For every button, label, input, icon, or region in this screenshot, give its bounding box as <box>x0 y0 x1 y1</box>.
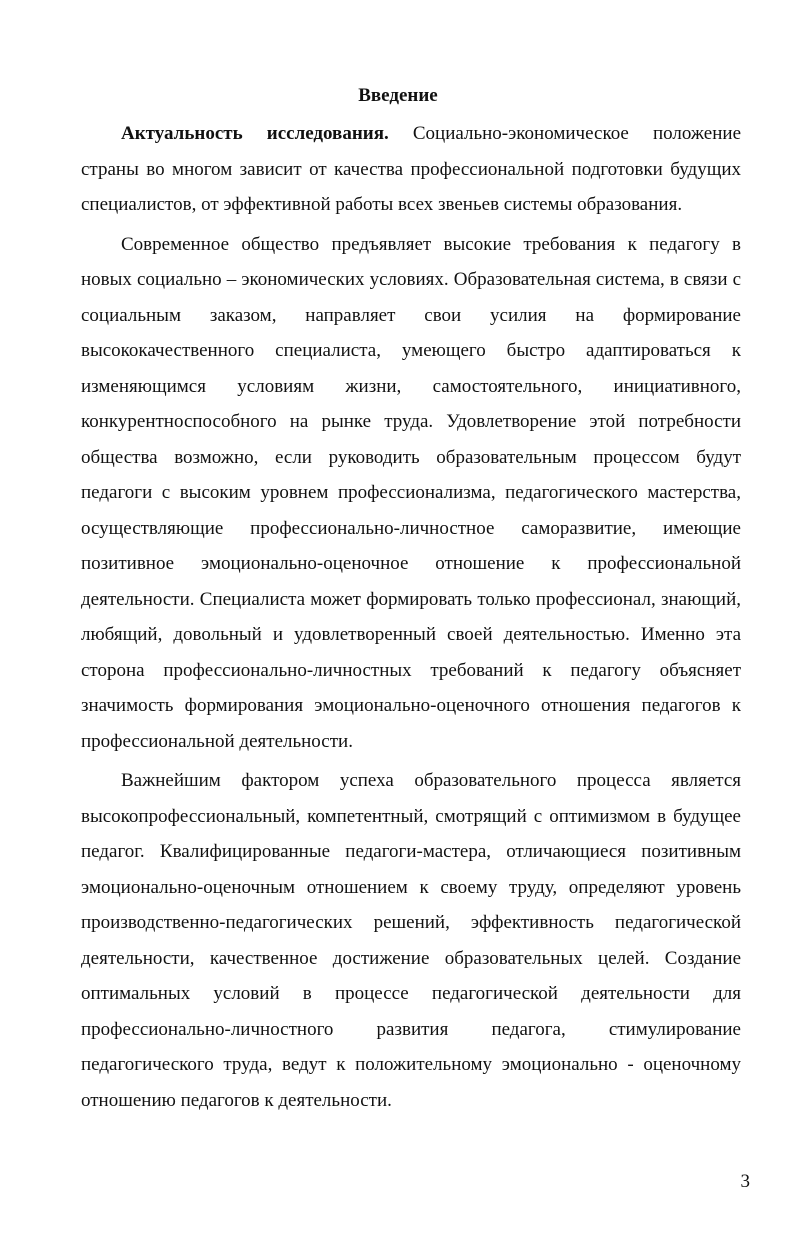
paragraph-society <box>81 227 741 760</box>
page-number: 3 <box>740 1171 750 1192</box>
section-title: Введение <box>358 85 438 106</box>
body-text <box>81 116 741 1118</box>
paragraph-success-factor <box>81 763 741 1118</box>
paragraph-text: Социально-экономическое положение страны во многом зависит от качества профессиональной подготовки будущих специалистов, от эффективной работы всех звеньев системы образования. <box>81 123 741 215</box>
paragraph-lead: Актуальность исследования. <box>121 123 389 144</box>
paragraph-text: Современное общество предъявляет высокие требования к педагогу в новых социально – экономических условиях. Образовательная система, в связи с социальным заказом, направляет свои усилия на формирование высококачественного специалиста, умеющего быстро адаптироваться к изменяющимся условиям жизни, самостоятельного, инициативного, конкурентноспособного на рынке труда. Удовлетворение этой потребности общества возможно, если руководить образовательным процессом будут педагоги с высоким уровнем профессионализма, педагогического мастерства, осуществляющие профессионально-личностное саморазвитие, имеющие позитивное эмоционально-оценочное отношение к профессиональной деятельности. Специалиста может формировать только профессионал, знающий, любящий, довольный и удовлетворенный своей деятельностью. Именно эта сторона профессионально-личностных требований к педагогу объясняет значимость формирования эмоционально-оценочного отношения педагогов к профессиональной деятельности. <box>81 233 741 752</box>
paragraph-relevance <box>81 116 741 223</box>
paragraph-text: Важнейшим фактором успеха образовательного процесса является высокопрофессиональный, компетентный, смотрящий с оптимизмом в будущее педагог. Квалифицированные педагоги-мастера, отличающиеся позитивным эмоционально-оценочным отношением к своему труду, определяют уровень производственно-педагогических решений, эффективность педагогической деятельности, качественное достижение образовательных целей. Создание оптимальных условий в процессе педагогической деятельности для профессионально-личностного развития педагога, стимулирование педагогического труда, ведут к положительному эмоционально - оценочному отношению педагогов к деятельности. <box>81 770 741 1111</box>
